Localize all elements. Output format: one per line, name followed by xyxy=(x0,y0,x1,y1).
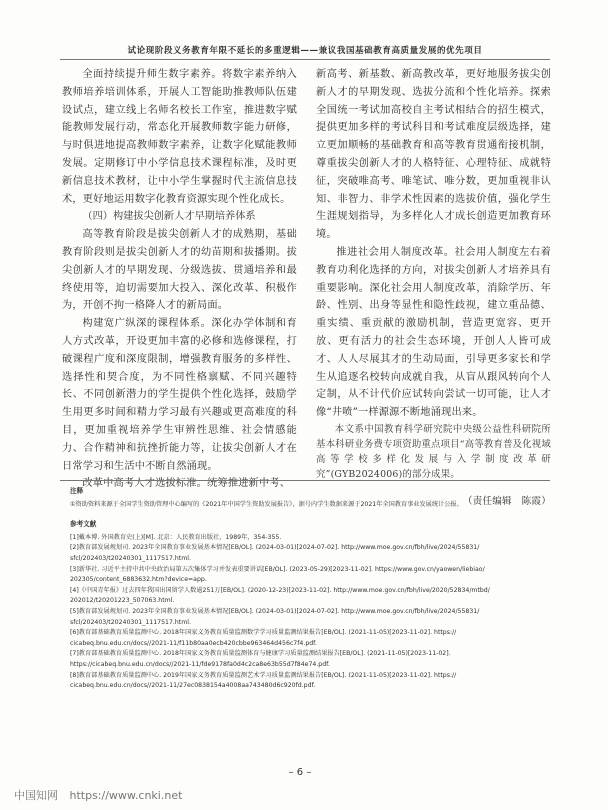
reference-line: cicabeq.bnu.edu.cn/docs//2021-11/f11b80aa0ecb420cbbe963464d456c7f4.pdf. xyxy=(70,639,317,647)
reference-list xyxy=(70,533,544,692)
reference-line: sfcl/202403/t20240301_1117517.html. xyxy=(70,618,191,626)
reference-line: 202305/content_6883632.htm?device=app. xyxy=(70,576,207,584)
cnki-brand: 中国知网 xyxy=(14,789,58,802)
reference-line: [8]教育部基础教育质量监测中心. 2019年国家义务教育质量监测艺术学习质量监测结果报告[EB/OL]. (2021-11-05)[2023-11-02]. https:// xyxy=(70,671,457,679)
paragraph: 推进社会用人制度改革。社会用人制度左右着教育功利化选择的方向，对拔尖创新人才培养具有重要影响。深化社会用人制度改革，消除学历、年龄、性别、出身等显性和隐性歧视，建立重品德、重实绩、重贡献的激励机制，营造更宽容、更开放、更有活力的社会生态环境，开创人人皆可成才、人人尽展其才的生动局面，引导更多家长和学生从追逐名校转向成就自我，从盲从跟风转向个人定制，从不计代价应试转向尝试一切可能，让人才像“井喷”一样源源不断地涌现出来。 xyxy=(316,246,551,419)
reference-line: [6]教育部基础教育质量监测中心. 2018年国家义务教育质量监测数学学习质量监测结果报告[EB/OL]. (2021-11-05)[2023-11-02]. https:// xyxy=(70,629,457,637)
paragraph: 高等教育阶段是拔尖创新人才的成熟期，基础教育阶段则是拔尖创新人才的幼苗期和拔播期。拔尖创新人才的早期发现、分级选拔、贯通培养和最终使用等，迫切需要加大投入、深化改革、积极作为，开创不拘一格降人才的新局面。 xyxy=(62,229,297,312)
paragraph: 构建宽广纵深的课程体系。深化办学体制和育人方式改革，开设更加丰富的必修和选修课程，打破课程广度和深度限制，增强教育服务的多样性、选择性和契合度，为不同性格禀赋、不同兴趣特长、不同创新潜力的学生提供个性化选择，鼓励学生用更多时间和精力学习最有兴趣或更高难度的科目，更加重视培养学生审辨性思维、社会情感能力、合作精神和抗挫折能力等，让拔尖创新人才在日常学习和生活中不断自然涌现。 xyxy=(62,318,297,472)
running-title: 试论现阶段义务教育年限不延长的多重逻辑——兼议我国基础教育高质量发展的优先项目 xyxy=(127,46,483,56)
paragraph: 新高考、新基数、新高教改革，更好地服务拔尖创新人才的早期发现、选拔分流和个性化培养。探索全国统一考试加高校自主考试相结合的招生模式，提供更加多样的考试科目和考试难度层级选择，建立更加顺畅的基础教育和高等教育贯通衔接机制，尊重拔尖创新人才的人格特征、心理特征、成就特征，突破唯高考、唯笔试、唯分数，更加重视非认知、非智力、非学术性因素的选拔价值，强化学生生涯规划指导，为多样化人才成长创造更加教育环境。 xyxy=(316,69,551,241)
reference-line: https://cicabeq.bnu.edu.cn/docs//2021-11/fde9178fa0d4c2ca8e63b55d7f84e74.pdf. xyxy=(70,660,330,668)
header-rule xyxy=(60,59,550,60)
right-column xyxy=(316,66,551,510)
page-number: – 6 – xyxy=(288,767,312,778)
reference-line: sfcl/202403/t20240301_1117517.html. xyxy=(70,554,191,562)
left-column xyxy=(62,66,297,493)
paragraph: 全面持续提升师生数字素养。将数字素养纳入教师培养培训体系，开展人工智能助推教师队伍建设试点，建立线上名师名校长工作室，推进数字赋能教师发展行动，常态化开展教师数字能力研修，与时俱进地提高教师数字素养，让数字化赋能教师发展。定期修订中小学信息技术课程标准，及时更新信息技术教材，让中小学生掌握时代主流信息技术，更好地运用数字化教育资源实现个性化成长。 xyxy=(62,69,297,205)
reference-line: [2]教育部发展规划司. 2023年全国教育事业发展基本情况[EB/OL]. (2024-03-01)[2024-07-02]. http://www.moe.gov.cn/fbh/live/2024/55831/ xyxy=(70,544,480,552)
paragraph: 改革中高考人才选拔标准。统筹推进新中考、 xyxy=(82,478,291,490)
cnki-footer xyxy=(14,787,190,803)
editor-credit: （责任编辑 陈霞） xyxy=(462,495,551,507)
reference-line: [5]教育部发展规划司. 2023年全国教育事业发展基本情况[EB/OL]. (2024-03-01)[2024-07-02]. http://www.moe.gov.cn/fbh/live/2024/55831/ xyxy=(70,607,480,615)
reference-line: cicabeq.bnu.edu.cn/docs//2021-11/27ec0838154a4008aa743480d6c920fd.pdf. xyxy=(70,682,316,690)
funding-acknowledgement: 本文系中国教育科学研究院中央级公益性科研院所基本科研业务费专项资助重点项目“高等教育普及化视域高等学校多样化发展与入学制度改革研究”(GYB2024006)的部分成果。 xyxy=(316,423,551,480)
reference-line: [3]新华社. 习近平主持中共中央政治局第五次集体学习并发表重要讲话[EB/OL]. (2023-05-29)[2023-11-02]. https://www.gov.cn/yaowen/liebiao/ xyxy=(70,565,485,573)
cnki-url[interactable]: https://www.cnki.net xyxy=(69,789,183,802)
section-subheading: （四）构建拔尖创新人才早期培养体系 xyxy=(82,211,256,223)
note-item: ①资助资料来源于全国学生资助管理中心编写的《2021年中国学生资助发展报告》，据号内学生数据来源于2021年全国教育事业发展统计公报。 xyxy=(70,500,463,508)
notes-title: 注释 xyxy=(70,487,84,495)
reference-line: [1]戴本博. 外国教育史(上)[M]. 北京：人民教育出版社，1989年，354-355. xyxy=(70,533,282,541)
notes-rule xyxy=(60,480,550,481)
reference-line: [7]教育部基础教育质量监测中心. 2018年国家义务教育质量监测体育与健康学习质量监测结果报告[EB/OL]. (2021-11-05)[2023-11-02]. xyxy=(70,650,451,658)
reference-line: [4]《中国青年报》过去四年我国出国留学人数逾251万[EB/OL]. (2020-12-23)[2023-11-02]. http://www.moe.gov.cn/fbh/live/2020/52834/mtbd/ xyxy=(70,586,490,594)
reference-line: 202012/t20201223_507063.html. xyxy=(70,597,175,605)
references-title: 参考文献 xyxy=(70,520,97,529)
notes-section xyxy=(70,486,544,692)
